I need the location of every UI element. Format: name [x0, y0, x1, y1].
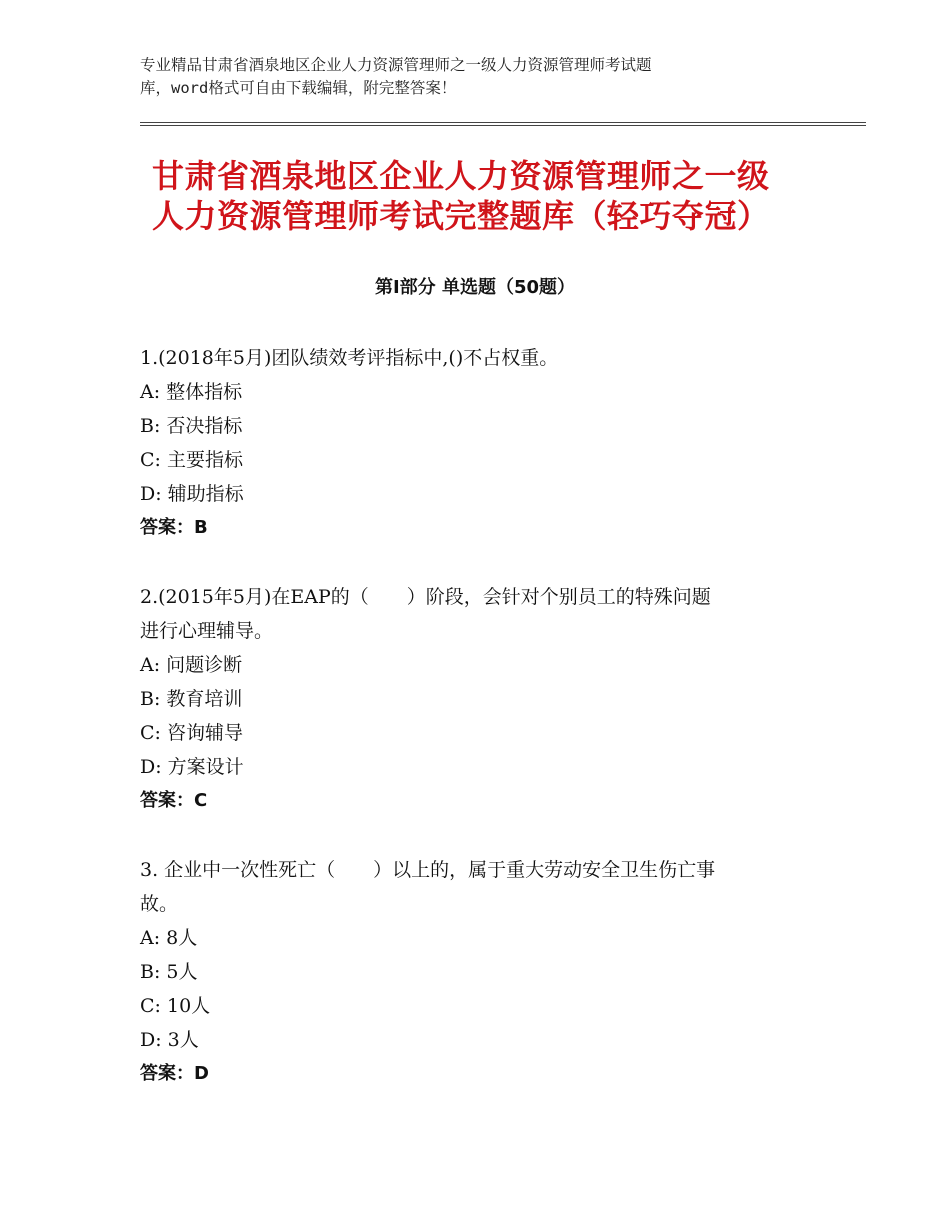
header-divider-bottom [140, 125, 866, 126]
option-c: C: 咨询辅导 [140, 722, 243, 744]
header-note-line-1: 专业精品甘肃省酒泉地区企业人力资源管理师之一级人力资源管理师考试题 [140, 56, 652, 74]
question-item [140, 580, 810, 818]
option-c: C: 主要指标 [140, 449, 243, 471]
question-stem-continued: 故。 [140, 893, 179, 915]
document-title-line-2: 人力资源管理师考试完整题库（轻巧夺冠） [152, 197, 770, 235]
answer-line: 答案：D [140, 1063, 209, 1084]
document-title-line-1: 甘肃省酒泉地区企业人力资源管理师之一级 [152, 157, 770, 195]
question-item [140, 853, 810, 1091]
answer-line: 答案：C [140, 790, 208, 811]
section-title: 第Ⅰ部分 单选题（50题） [374, 277, 575, 298]
option-a: A: 问题诊断 [140, 654, 243, 676]
header-note [140, 54, 820, 100]
header-note-line-2: 库，word格式可自由下载编辑，附完整答案！ [140, 79, 457, 97]
question-item [140, 341, 810, 545]
option-b: B: 否决指标 [140, 415, 243, 437]
option-a: A: 8人 [140, 927, 198, 949]
question-stem: 1.(2018年5月)团队绩效考评指标中,()不占权重。 [140, 347, 559, 369]
option-d: D: 3人 [140, 1029, 199, 1051]
option-b: B: 教育培训 [140, 688, 243, 710]
question-stem-continued: 进行心理辅导。 [140, 620, 274, 642]
option-b: B: 5人 [140, 961, 198, 983]
question-stem: 2.(2015年5月)在EAP的（ ）阶段，会针对个别员工的特殊问题 [140, 586, 711, 608]
option-a: A: 整体指标 [140, 381, 243, 403]
option-d: D: 辅助指标 [140, 483, 244, 505]
document-title [152, 156, 852, 236]
answer-line: 答案：B [140, 517, 208, 538]
option-c: C: 10人 [140, 995, 211, 1017]
question-stem: 3. 企业中一次性死亡（ ）以上的，属于重大劳动安全卫生伤亡事 [140, 859, 716, 881]
option-d: D: 方案设计 [140, 756, 244, 778]
header-divider-top [140, 122, 866, 123]
